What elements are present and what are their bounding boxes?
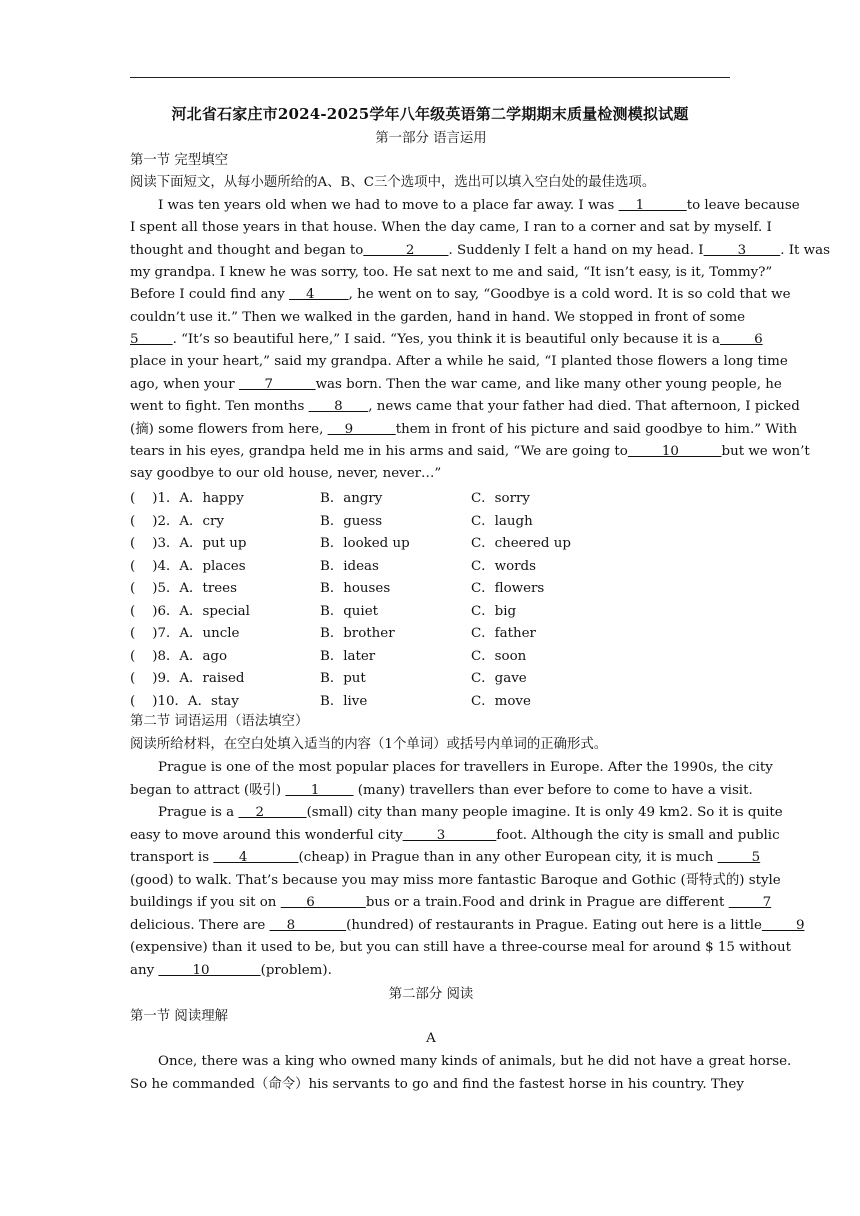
passage-text: tears in his eyes, grandpa held me in his arms and said, “We are going to xyxy=(130,443,628,459)
grammar-line xyxy=(130,870,781,892)
passage-text: to leave because xyxy=(686,198,800,213)
answer-blank: 8 xyxy=(308,399,369,415)
answer-blank: 7 xyxy=(238,376,316,392)
passage-text: , he went on to say, “Goodbye is a cold word. It is so cold that we xyxy=(348,287,791,303)
answer-blank: 4 xyxy=(289,287,349,303)
part-heading-2: 第二部分 阅读 xyxy=(388,987,474,1002)
passage-text: place in your heart,” said my grandpa. After a while he said, “I planted those flowers a long time xyxy=(130,354,788,370)
option-c: C．words xyxy=(471,558,537,574)
passage-text: (expensive) than it used to be, but you can still have a three-course meal for around $ 15 without xyxy=(130,940,791,955)
option-b: B．put xyxy=(320,671,366,686)
cloze-line xyxy=(130,396,800,418)
grammar-line xyxy=(130,780,753,802)
option-a: ( )4．A．places xyxy=(130,558,246,574)
option-c: C．laugh xyxy=(471,513,533,529)
passage-text: Prague is a xyxy=(158,805,239,820)
option-b: B．live xyxy=(320,693,368,709)
header-rule xyxy=(130,77,730,78)
passage-text: say goodbye to our old house, never, never…” xyxy=(130,466,442,482)
option-b: B．ideas xyxy=(320,558,379,574)
grammar-line xyxy=(130,892,772,914)
option-b: B．later xyxy=(320,648,376,664)
section-heading-2: 第二节 词语运用（语法填空） xyxy=(130,714,309,729)
answer-blank: 1 xyxy=(618,198,687,213)
grammar-line xyxy=(130,825,780,847)
passage-text: (small) city than many people imagine. It is only 49 km2. So it is quite xyxy=(306,805,783,820)
option-c: C．cheered up xyxy=(471,536,571,551)
cloze-line xyxy=(130,284,791,306)
reading-line xyxy=(130,1051,792,1073)
answer-blank: 1 xyxy=(285,782,354,798)
passage-text: my grandpa. I knew he was sorry, too. He sat next to me and said, “It isn’t easy, is it, Tommy?” xyxy=(130,265,773,281)
option-b: B．houses xyxy=(320,581,391,596)
passage-text: delicious. There are xyxy=(130,917,270,933)
passage-text: (摘) some flowers from here, xyxy=(130,421,328,437)
passage-text: bus or a train.Food and drink in Prague are different xyxy=(365,895,729,910)
answer-blank: 6 xyxy=(720,332,763,348)
cloze-line xyxy=(130,217,772,239)
passage-text: (good) to walk. That’s because you may miss more fantastic Baroque and Gothic (哥特式的) style xyxy=(130,872,781,888)
option-a: ( )6．A．special xyxy=(130,603,250,619)
passage-text: ago, when your xyxy=(130,376,239,392)
option-b: B．guess xyxy=(320,513,383,529)
cloze-line xyxy=(130,307,746,329)
instruction-2: 阅读所给材料，在空白处填入适当的内容（1个单词）或括号内单词的正确形式。 xyxy=(130,737,608,752)
option-b: B．brother xyxy=(320,626,395,641)
passage-text: . Suddenly I felt a hand on my head. I xyxy=(448,242,704,258)
answer-blank: 5 xyxy=(717,850,761,865)
passage-text: them in front of his picture and said goodbye to him.” With xyxy=(395,421,798,437)
passage-text: . It was xyxy=(780,242,830,258)
passage-text: Before I could find any xyxy=(130,287,290,303)
answer-blank: 3 xyxy=(703,242,781,258)
option-b: B．looked up xyxy=(320,536,410,551)
cloze-line xyxy=(130,351,788,373)
passage-text: So he commanded（命令）his servants to go and find the fastest horse in his country. They xyxy=(130,1076,744,1092)
option-c: C．soon xyxy=(471,648,527,664)
option-b: B．angry xyxy=(320,491,383,506)
option-a: ( )3．A．put up xyxy=(130,536,247,551)
passage-text: I was ten years old when we had to move to a place far away. I was xyxy=(158,198,619,213)
passage-text: thought and thought and began to xyxy=(130,242,364,258)
section-heading-3: 第一节 阅读理解 xyxy=(130,1009,228,1024)
cloze-line xyxy=(130,419,798,441)
answer-blank: 3 xyxy=(402,827,497,843)
passage-text: (problem). xyxy=(260,962,332,978)
answer-blank: 10 xyxy=(158,962,261,978)
option-c: C．move xyxy=(471,693,531,709)
answer-blank: 10 xyxy=(627,443,722,459)
option-c: C．gave xyxy=(471,671,527,686)
cloze-line xyxy=(130,374,782,396)
page-title: 河北省石家庄市2024-2025学年八年级英语第二学期期末质量检测模拟试题 xyxy=(171,105,689,123)
grammar-line xyxy=(130,937,791,959)
option-a: ( )8．A．ago xyxy=(130,648,228,664)
option-c: C．big xyxy=(471,603,517,619)
answer-blank: 7 xyxy=(728,895,772,910)
grammar-line xyxy=(130,960,732,982)
answer-blank: 2 xyxy=(363,242,449,258)
answer-blank: 9 xyxy=(327,421,396,437)
passage-text: foot. Although the city is small and public xyxy=(496,827,780,843)
option-c: C．father xyxy=(471,626,536,641)
passage-text: , news came that your father had died. That afternoon, I picked xyxy=(368,399,800,415)
passage-text: (many) travellers than ever before to come to have a visit. xyxy=(353,782,753,798)
grammar-line xyxy=(130,802,783,824)
passage-text: . “It’s so beautiful here,” I said. “Yes, you think it is beautiful only because it is a xyxy=(172,332,721,348)
option-a: ( )9．A．raised xyxy=(130,671,245,686)
passage-text: buildings if you sit on xyxy=(130,895,281,910)
passage-text: Prague is one of the most popular places for travellers in Europe. After the 1990s, the city xyxy=(158,760,773,775)
cloze-line xyxy=(130,329,763,351)
grammar-line xyxy=(130,915,805,937)
passage-text: began to attract (吸引) xyxy=(130,782,286,798)
answer-blank: 2 xyxy=(238,805,307,820)
option-a: ( )7．A．uncle xyxy=(130,626,240,641)
part-heading-1: 第一部分 语言运用 xyxy=(375,131,487,146)
passage-text: Once, there was a king who owned many kinds of animals, but he did not have a great horse. xyxy=(158,1054,792,1069)
passage-label: A xyxy=(426,1031,436,1046)
option-a: ( )2．A．cry xyxy=(130,513,224,529)
passage-text: was born. Then the war came, and like many other young people, he xyxy=(315,376,782,392)
answer-blank: 4 xyxy=(213,850,299,865)
instruction-1: 阅读下面短文，从每小题所给的A、B、C三个选项中，选出可以填入空白处的最佳选项。 xyxy=(130,175,656,190)
grammar-line xyxy=(130,757,773,779)
cloze-line xyxy=(130,463,732,485)
answer-blank: 6 xyxy=(280,895,366,910)
reading-line xyxy=(130,1074,744,1096)
option-c: C．flowers xyxy=(471,581,545,596)
cloze-line xyxy=(130,195,800,217)
passage-text: (hundred) of restaurants in Prague. Eating out here is a little xyxy=(346,917,762,933)
cloze-line xyxy=(130,262,773,284)
passage-text: easy to move around this wonderful city xyxy=(130,827,403,843)
answer-blank: 8 xyxy=(269,917,347,933)
passage-text: any xyxy=(130,962,159,978)
option-a: ( )5．A．trees xyxy=(130,581,237,596)
option-a: ( )1．A．happy xyxy=(130,491,244,506)
answer-blank: 9 xyxy=(761,917,805,933)
cloze-line xyxy=(130,441,810,463)
passage-text: but we won’t xyxy=(721,443,810,459)
section-heading-1: 第一节 完型填空 xyxy=(130,153,228,168)
option-a: ( )10．A．stay xyxy=(130,693,239,709)
passage-text: couldn’t use it.” Then we walked in the garden, hand in hand. We stopped in front of some xyxy=(130,309,746,325)
grammar-line xyxy=(130,847,761,869)
passage-text: transport is xyxy=(130,850,214,865)
option-b: B．quiet xyxy=(320,603,379,619)
option-c: C．sorry xyxy=(471,491,530,506)
passage-text: went to fight. Ten months xyxy=(130,399,309,415)
cloze-line xyxy=(130,240,830,262)
passage-text: I spent all those years in that house. When the day came, I ran to a corner and sat by myself. I xyxy=(130,220,772,236)
passage-text: (cheap) in Prague than in any other European city, it is much xyxy=(298,850,718,865)
answer-blank: 5 xyxy=(130,332,173,348)
